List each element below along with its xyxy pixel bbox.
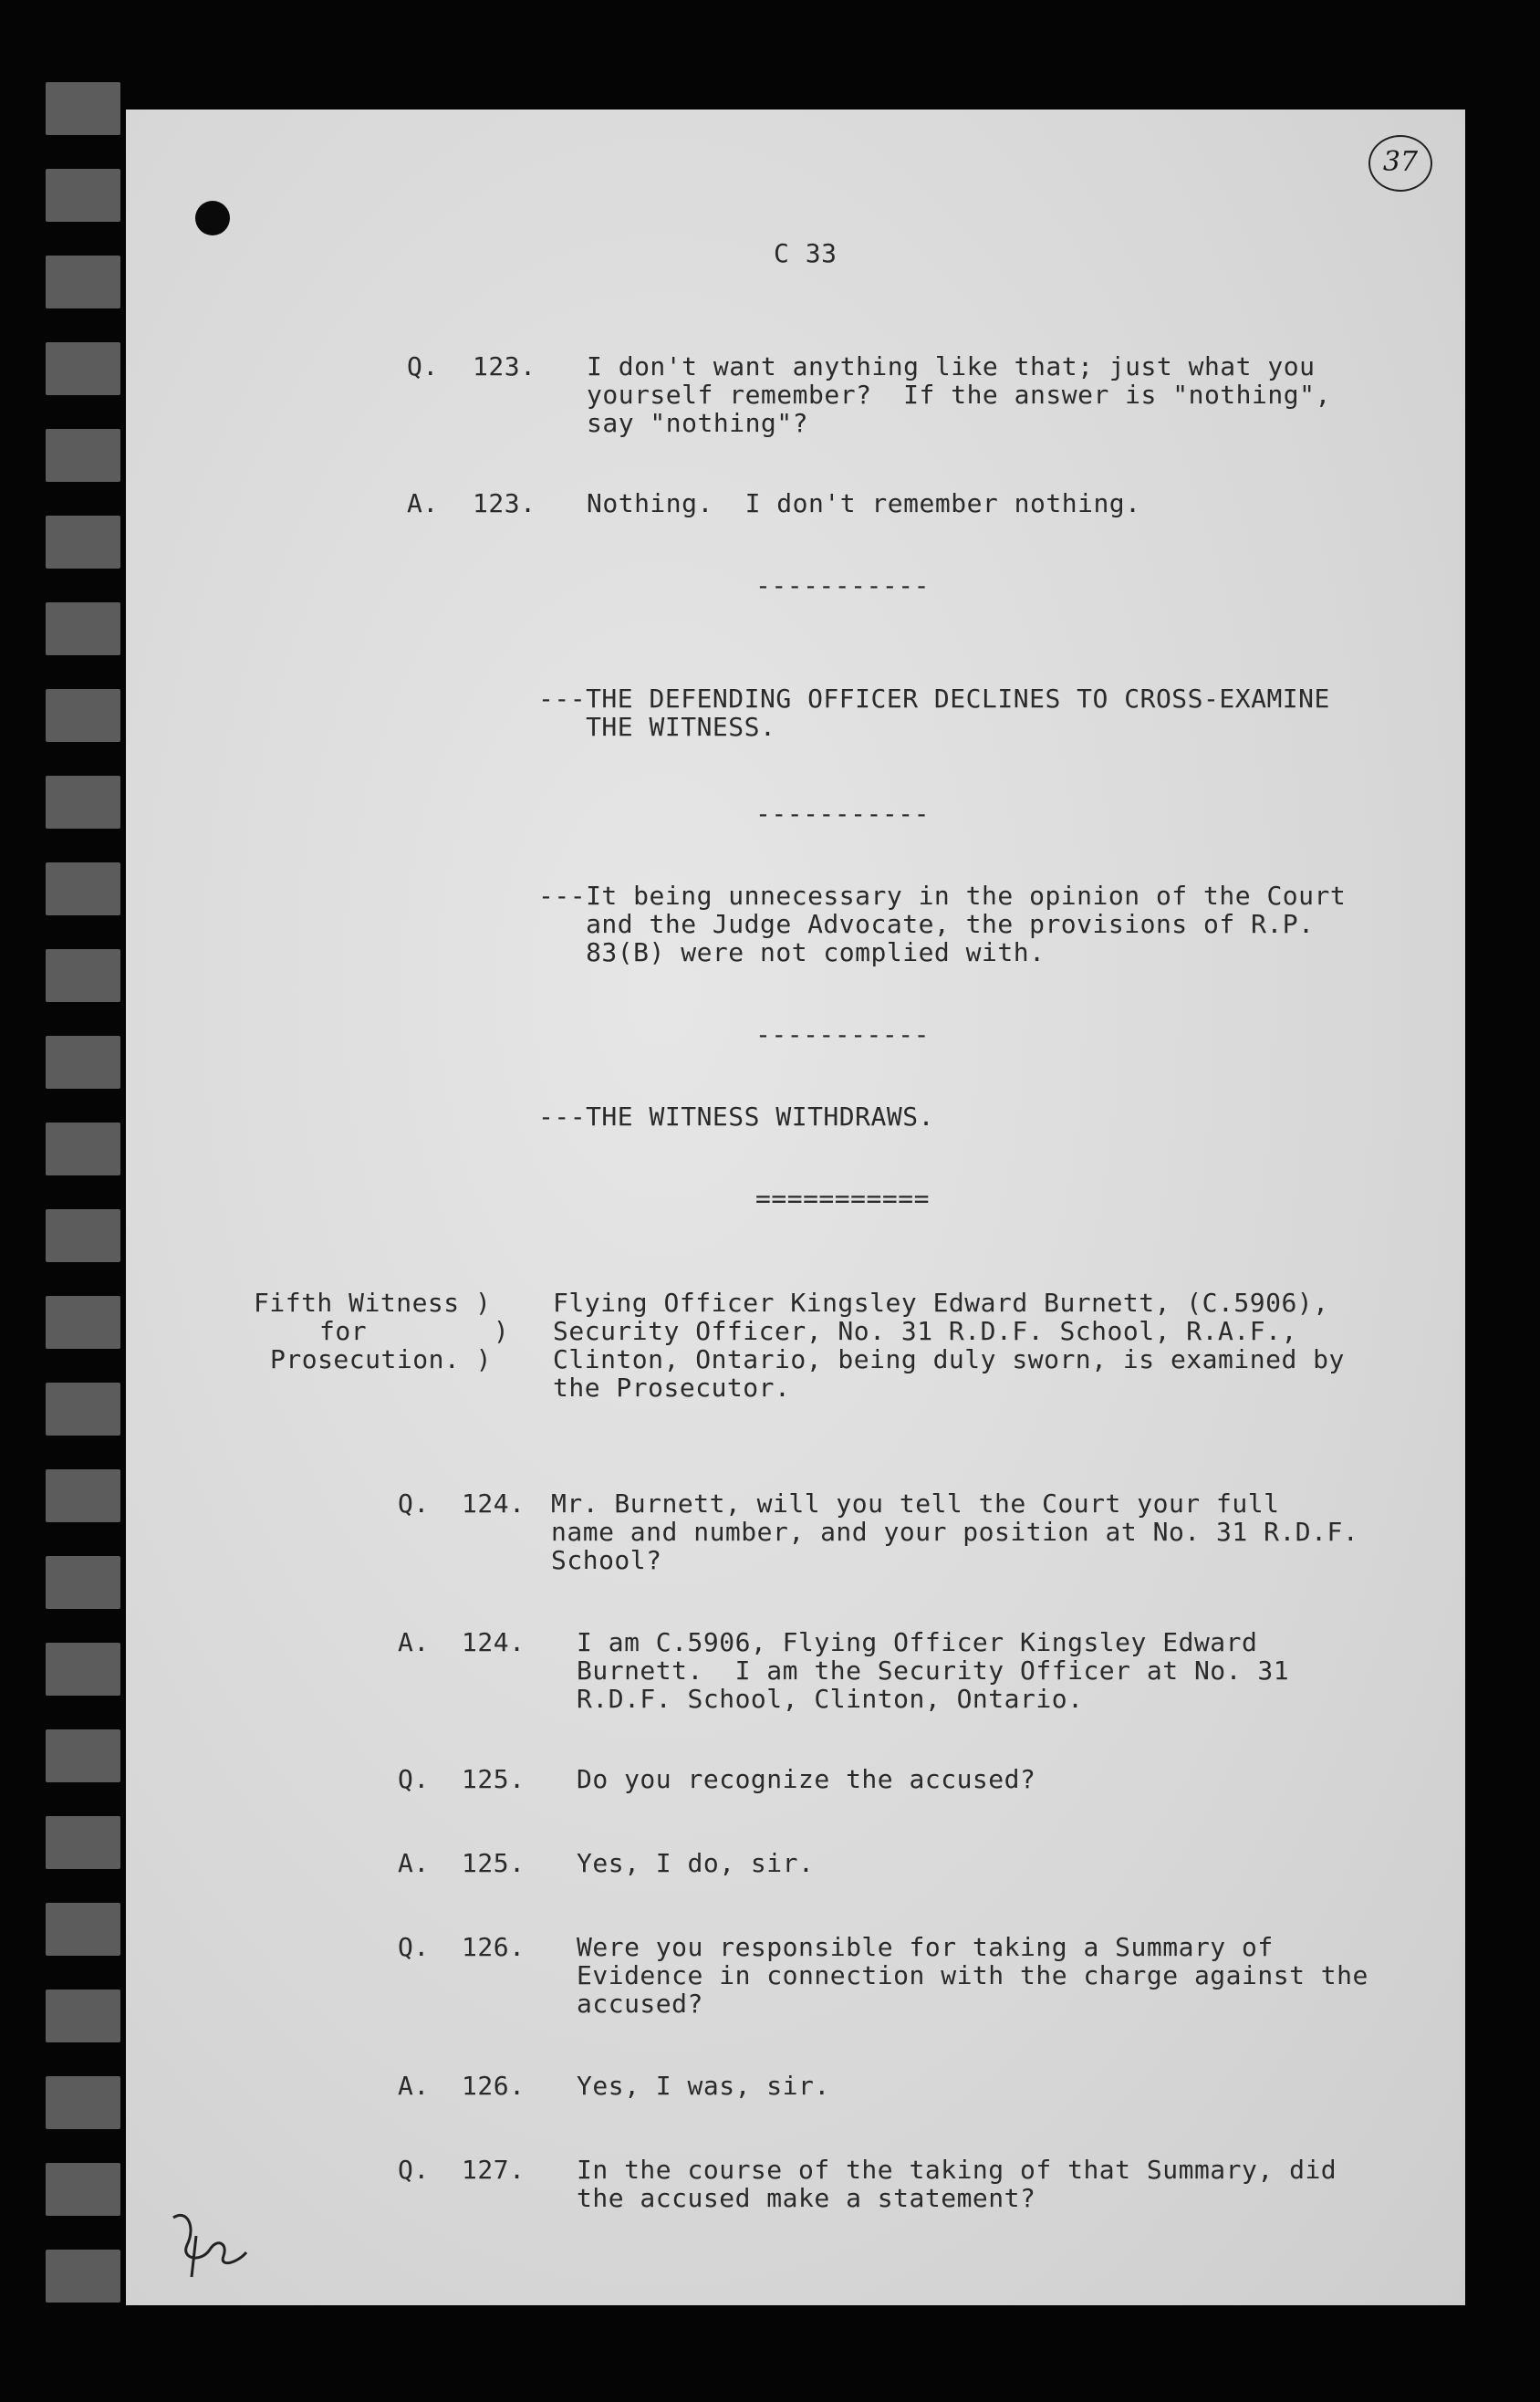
page-header: C 33 [774,238,838,268]
question-text-line: I don't want anything like that; just what you [587,351,1316,381]
question-text-line: Do you recognize the accused? [577,1764,1036,1794]
film-notch [46,1556,120,1609]
film-notch [46,1209,120,1262]
film-notch [46,2163,120,2216]
film-notch [46,1469,120,1522]
question-label: Q. [398,1932,430,1962]
separator-line: ----------- [755,1019,930,1050]
answer-text-line: R.D.F. School, Clinton, Ontario. [577,1684,1084,1714]
page-number-stamp [1368,135,1432,192]
answer-text-line: Burnett. I am the Security Officer at No. 31 [577,1655,1290,1686]
film-notch [46,602,120,655]
film-notch [46,516,120,569]
proceedings-note: ---THE WITNESS WITHDRAWS. [538,1102,934,1132]
answer-label: A. [398,2071,430,2101]
answer-number: 124. [462,1627,525,1657]
answer-number: 126. [462,2071,525,2101]
film-notch [46,256,120,308]
question-label: Q. [398,1488,430,1519]
separator-line: ----------- [755,570,930,600]
answer-label: A. [398,1848,430,1878]
film-notch [46,1729,120,1782]
film-notch [46,429,120,482]
question-label: Q. [398,2155,430,2185]
question-label: Q. [398,1764,430,1794]
question-number: 125. [462,1764,525,1794]
page-number: 37 [1382,146,1419,178]
film-notch [46,1036,120,1089]
witness-intro-line: Security Officer, No. 31 R.D.F. School, R.A.F., [553,1316,1297,1346]
punch-hole [195,201,230,235]
film-notch [46,1903,120,1956]
separator-double-line: =========== [755,1184,930,1214]
question-text-line: accused? [577,1989,703,2019]
question-text-line: say "nothing"? [587,408,809,438]
answer-text-line: Nothing. I don't remember nothing. [587,488,1141,518]
film-notch [46,1383,120,1436]
answer-text-line: Yes, I was, sir. [577,2071,830,2101]
answer-label: A. [407,488,439,518]
film-strip-edge [46,82,120,2309]
question-text-line: Evidence in connection with the charge against the [577,1960,1368,1990]
question-text-line: In the course of the taking of that Summary, did [577,2155,1337,2185]
film-notch [46,2250,120,2303]
answer-text-line: I am C.5906, Flying Officer Kingsley Edward [577,1627,1258,1657]
film-notch [46,342,120,395]
question-text-line: the accused make a statement? [577,2183,1036,2213]
question-text-line: name and number, and your position at No. 31 R.D.F. [551,1517,1359,1547]
proceedings-note: ---THE DEFENDING OFFICER DECLINES TO CROSS-EXAMINE [538,684,1330,714]
question-number: 124. [462,1488,525,1519]
answer-text-line: Yes, I do, sir. [577,1848,815,1878]
proceedings-note: 83(B) were not complied with. [538,937,1046,967]
film-notch [46,689,120,742]
question-text-line: School? [551,1545,662,1575]
question-text-line: Were you responsible for taking a Summary of [577,1932,1274,1962]
answer-number: 123. [473,488,536,518]
film-notch [46,82,120,135]
film-notch [46,1989,120,2042]
question-number: 123. [473,351,536,381]
witness-side-label: for ) [319,1316,510,1346]
film-notch [46,1643,120,1696]
witness-side-label: Prosecution. ) [270,1344,493,1374]
witness-intro-line: Clinton, Ontario, being duly sworn, is examined by [553,1344,1345,1374]
witness-intro-line: Flying Officer Kingsley Edward Burnett, (C.5906), [553,1288,1329,1318]
answer-number: 125. [462,1848,525,1878]
proceedings-note: ---It being unnecessary in the opinion of the Court [538,881,1347,911]
proceedings-note: THE WITNESS. [538,712,776,742]
separator-line: ----------- [755,799,930,829]
question-label: Q. [407,351,439,381]
witness-intro-line: the Prosecutor. [553,1373,791,1403]
proceedings-note: and the Judge Advocate, the provisions of R.P. [538,909,1315,939]
question-text-line: Mr. Burnett, will you tell the Court your full [551,1488,1280,1519]
question-text-line: yourself remember? If the answer is "nothing", [587,380,1331,410]
film-notch [46,862,120,915]
document-page [126,110,1465,2305]
film-notch [46,2076,120,2129]
film-notch [46,1296,120,1349]
witness-side-label: Fifth Witness ) [254,1288,492,1318]
film-notch [46,949,120,1002]
film-notch [46,1816,120,1869]
film-notch [46,1123,120,1175]
film-notch [46,776,120,829]
handwritten-initials [146,2199,274,2291]
film-notch [46,169,120,222]
question-number: 127. [462,2155,525,2185]
answer-label: A. [398,1627,430,1657]
question-number: 126. [462,1932,525,1962]
